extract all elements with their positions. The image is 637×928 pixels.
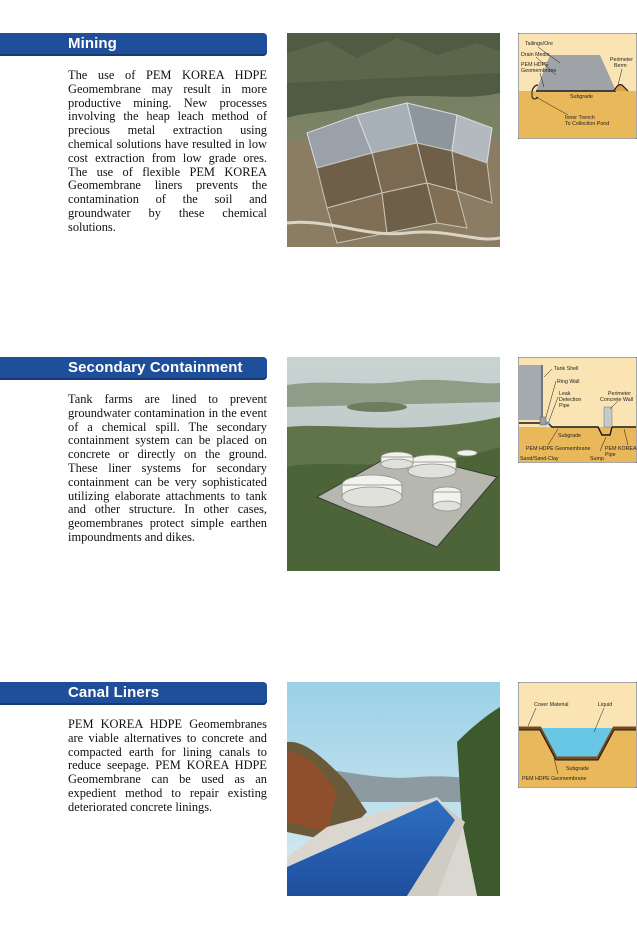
canal-photo — [287, 682, 500, 896]
diagram-label: Inner Trench — [565, 115, 595, 121]
diagram-label: Cover Material — [534, 702, 569, 708]
diagram-label: Sand/Sand-Clay — [520, 456, 559, 462]
diagram-label: PEM KOREA — [605, 446, 637, 452]
diagram-label: Liquid — [598, 702, 613, 708]
section-body-text: Tank farms are lined to prevent groundwater contamination in the event of a chemical spill. The secondary containment system can be placed on concrete or directly on the ground. These liner systems for secondary containment can be very sophisticated utilizing elaborate attachments to tank and other structure. In other cases, geomembranes protect simple earthen impoundments and dikes. — [68, 392, 267, 544]
heap-leach-diagram — [518, 33, 637, 139]
diagram-label: Perimeter — [608, 391, 631, 397]
diagram-label: PEM HDPE Geomembrane — [522, 776, 587, 782]
diagram-label: Drain Media — [521, 52, 550, 58]
tank-farm-photo — [287, 357, 500, 571]
section-header-bar — [0, 682, 267, 705]
diagram-label: Geomembrane — [521, 68, 557, 74]
diagram-label: To Collection Pond — [565, 121, 610, 127]
section-title: Secondary Containment — [68, 359, 243, 376]
section-header-bar — [0, 33, 267, 56]
diagram-label: Subgrade — [570, 94, 593, 100]
diagram-label: Detection — [559, 397, 582, 403]
diagram-label: Perimeter — [610, 57, 633, 63]
section-header-bar — [0, 357, 267, 380]
section-canal-liners — [0, 682, 637, 902]
diagram-label: PEM HDPE — [521, 62, 549, 68]
diagram-label: Concrete Wall — [600, 397, 634, 403]
diagram-label: Tank Shell — [554, 366, 579, 372]
section-body-text: PEM KOREA HDPE Geomembranes are viable alternatives to concrete and compacted earth for lining canals to reduce seepage. PEM KOREA HDPE Geomembrane can be used as an expedient method to repair existing deteriorated concrete linings. — [68, 717, 267, 814]
diagram-label: Ring Wall — [557, 379, 580, 385]
section-mining — [0, 33, 637, 253]
diagram-label: Subgrade — [566, 766, 589, 772]
mining-photo — [287, 33, 500, 247]
diagram-label: Tailings/Ore — [525, 41, 553, 47]
diagram-label: Subgrade — [558, 433, 581, 439]
diagram-label: PEM HDPE Geomembrane — [526, 446, 591, 452]
containment-diagram — [518, 357, 637, 463]
diagram-label: Pipe — [605, 452, 616, 458]
diagram-label: Berm — [614, 63, 627, 69]
diagram-label: Leak — [559, 391, 571, 397]
section-title: Mining — [68, 35, 117, 52]
canal-diagram — [518, 682, 637, 788]
section-body-text: The use of PEM KOREA HDPE Geomembrane may result in more productive mining. New processes involving the heap leach method of precious metal extraction using chemical solutions have resulted in low cost extraction from low grade ores. The use of flexible PEM KOREA Geomembrane liners prevents the contamination of the soil and groundwater by these chemical solutions. — [68, 68, 267, 234]
diagram-label: Pipe — [559, 403, 570, 409]
diagram-label: Sump — [590, 456, 604, 462]
section-secondary-containment — [0, 357, 637, 577]
section-title: Canal Liners — [68, 684, 160, 701]
